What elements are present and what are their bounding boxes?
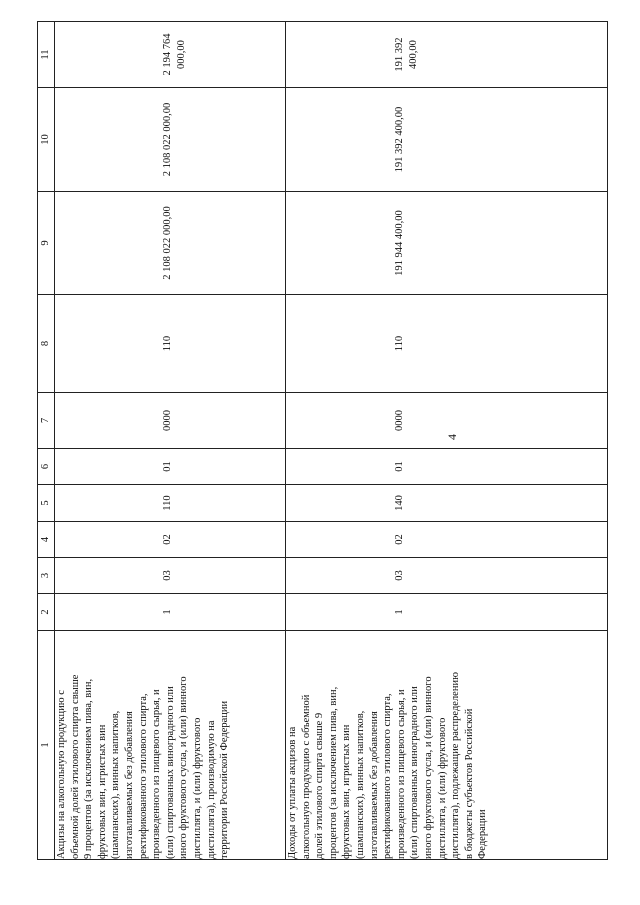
code-cell: [286, 522, 608, 558]
table-row: [286, 22, 608, 860]
description-line: дистиллята, и (или) фруктового: [436, 717, 448, 859]
code-cell: [55, 594, 286, 631]
amount-cell: [286, 88, 608, 192]
amount-cell: [55, 88, 286, 192]
code-cell: [55, 295, 286, 393]
description-line: дистиллята), производимую на: [205, 720, 217, 859]
column-header: 9: [38, 192, 55, 295]
description-line: (шампанских), винных напитков,: [354, 710, 366, 859]
amount-cell: [286, 192, 608, 295]
code-value: 110: [162, 495, 173, 511]
code-value: 01: [162, 461, 173, 472]
code-value: 0000: [394, 410, 405, 431]
amount-cell: [55, 22, 286, 88]
code-value: 02: [394, 534, 405, 545]
code-cell: [286, 485, 608, 522]
code-cell: [286, 594, 608, 631]
code-value: 110: [394, 335, 405, 352]
column-header-row: [38, 22, 55, 860]
description-line: изготавливаемых без добавления: [368, 711, 380, 859]
column-header: 10: [38, 88, 55, 192]
description-line: долей этилового спирта свыше 9: [314, 712, 326, 859]
column-header: 6: [38, 449, 55, 485]
code-value: 1: [162, 609, 173, 615]
amount-value: 2 194 764 000,00: [162, 33, 187, 76]
code-value: 1: [394, 609, 405, 615]
description-line: (шампанских), винных напитков,: [110, 710, 122, 859]
description-line: изготавливаемых без добавления: [123, 711, 135, 859]
description-line: произведенного из пищевого сырья, и: [395, 689, 407, 859]
description-line: ректификованного этилового спирта,: [382, 693, 394, 859]
description-line: иного фруктового сусла, и (или) винного: [422, 676, 434, 859]
code-value: 01: [394, 461, 405, 472]
description-line: произведенного из пищевого сырья, и: [151, 689, 163, 859]
description-line: территории Российской Федерации: [219, 700, 231, 859]
code-cell: [286, 295, 608, 393]
column-header: 4: [38, 522, 55, 558]
code-value: 03: [162, 570, 173, 581]
description-line: Акцизы на алкогольную продукцию с: [56, 690, 67, 859]
description-line: фруктовых вин, игристых вин: [341, 724, 353, 859]
column-header: 3: [38, 558, 55, 594]
description-line: Доходы от уплаты акцизов на: [287, 726, 298, 859]
description-line: 9 процентов (за исключением пива, вин,: [83, 678, 95, 859]
amount-value: 2 108 022 000,00: [162, 102, 173, 177]
code-cell: [55, 393, 286, 449]
code-cell: [286, 558, 608, 594]
description-line: объемной долей этилового спирта свыше: [69, 674, 81, 859]
description-line: дистиллята, и (или) фруктового: [191, 717, 203, 859]
code-value: 03: [394, 570, 405, 581]
column-header: 8: [38, 295, 55, 393]
description-line: ректификованного этилового спирта,: [137, 693, 149, 859]
amount-value: 191 944 400,00: [394, 210, 405, 276]
code-value: 140: [394, 495, 405, 511]
description-line: (или) спиртованных виноградного или: [409, 686, 421, 859]
code-cell: [55, 449, 286, 485]
description-line: дистиллята), подлежащие распределению: [450, 672, 462, 859]
code-cell: [286, 393, 608, 449]
description-line: (или) спиртованных виноградного или: [164, 686, 176, 859]
code-cell: [55, 485, 286, 522]
code-cell: [286, 449, 608, 485]
code-value: 110: [162, 335, 173, 352]
code-cell: [55, 522, 286, 558]
table-row: [55, 22, 286, 860]
column-header: 11: [38, 22, 55, 88]
description-line: Федерации: [477, 809, 489, 859]
code-value: 02: [162, 534, 173, 545]
code-value: 0000: [162, 410, 173, 431]
description-line: процентов (за исключением пива, вин,: [327, 686, 339, 859]
description-line: иного фруктового сусла, и (или) винного: [178, 676, 190, 859]
amount-value: 191 392 400,00: [394, 106, 405, 173]
column-header: 2: [38, 594, 55, 631]
amount-value: 2 108 022 000,00: [162, 206, 173, 280]
budget-table: [37, 21, 608, 860]
description-line: в бюджеты субъектов Российской: [463, 708, 475, 859]
rotated-table-sheet: [37, 22, 606, 860]
page-number: 4: [445, 434, 459, 440]
row-description: [55, 631, 286, 860]
amount-cell: [55, 192, 286, 295]
amount-value: 191 392 400,00: [394, 37, 419, 72]
row-description: [286, 631, 608, 860]
amount-cell: [286, 22, 608, 88]
code-cell: [55, 558, 286, 594]
description-line: фруктовых вин, игристых вин: [96, 724, 108, 859]
column-header: 1: [38, 631, 55, 860]
column-header: 5: [38, 485, 55, 522]
description-line: алкогольную продукцию с объемной: [300, 694, 312, 859]
column-header: 7: [38, 393, 55, 449]
